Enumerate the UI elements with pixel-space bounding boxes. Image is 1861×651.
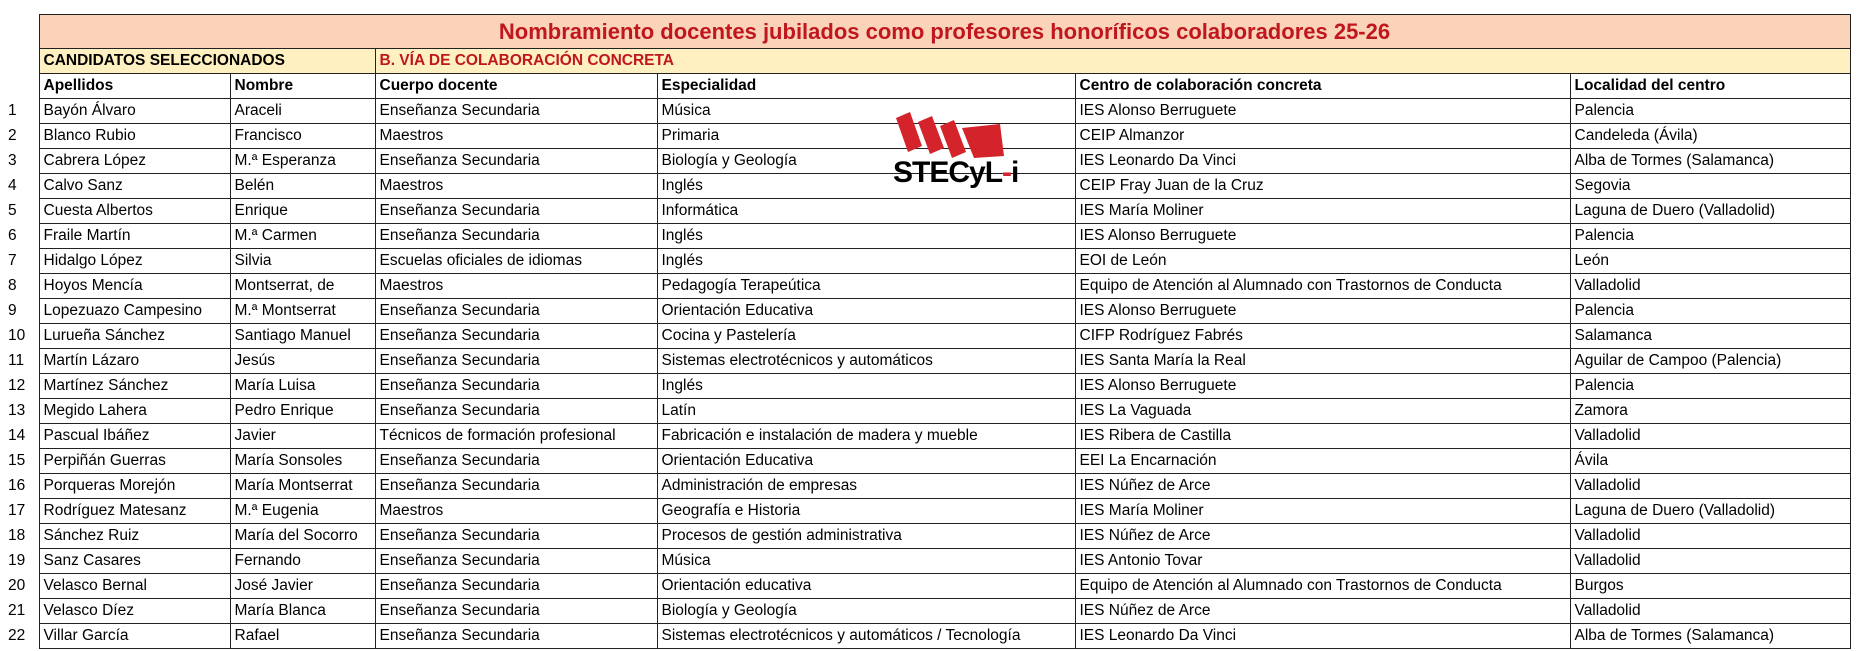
cell-centro[interactable]: CIFP Rodríguez Fabrés [1075, 324, 1570, 349]
cell-especialidad[interactable]: Orientación educativa [657, 574, 1075, 599]
row-number: 11 [0, 349, 39, 374]
cell-cuerpo[interactable]: Enseñanza Secundaria [375, 399, 657, 424]
cell-especialidad[interactable]: Inglés [657, 224, 1075, 249]
cell-centro[interactable]: IES Alonso Berruguete [1075, 224, 1570, 249]
cell-centro[interactable]: EOI de León [1075, 249, 1570, 274]
cell-especialidad[interactable]: Música [657, 99, 1075, 124]
row-number: 22 [0, 624, 39, 649]
cell-localidad[interactable]: Segovia [1570, 174, 1850, 199]
row-number: 12 [0, 374, 39, 399]
cell-apellidos[interactable]: Fraile Martín [39, 224, 230, 249]
row-number: 8 [0, 274, 39, 299]
cell-nombre[interactable]: Belén [230, 174, 375, 199]
cell-nombre[interactable]: M.ª Montserrat [230, 299, 375, 324]
row-number: 21 [0, 599, 39, 624]
cell-centro[interactable]: IES La Vaguada [1075, 399, 1570, 424]
cell-especialidad[interactable]: Sistemas electrotécnicos y automáticos [657, 349, 1075, 374]
table-row [0, 199, 1850, 224]
cell-centro[interactable]: IES Alonso Berruguete [1075, 299, 1570, 324]
cell-centro[interactable]: IES Alonso Berruguete [1075, 374, 1570, 399]
row-number: 9 [0, 299, 39, 324]
cell-localidad[interactable]: Valladolid [1570, 599, 1850, 624]
cell-especialidad[interactable]: Orientación Educativa [657, 449, 1075, 474]
row-number: 20 [0, 574, 39, 599]
cell-especialidad[interactable]: Orientación Educativa [657, 299, 1075, 324]
cell-nombre[interactable]: Araceli [230, 99, 375, 124]
row-number: 10 [0, 324, 39, 349]
cell-apellidos[interactable]: Cabrera López [39, 149, 230, 174]
cell-especialidad[interactable]: Sistemas electrotécnicos y automáticos / Tecnología [657, 624, 1075, 649]
cell-localidad[interactable]: Aguilar de Campoo (Palencia) [1570, 349, 1850, 374]
cell-centro[interactable]: IES Ribera de Castilla [1075, 424, 1570, 449]
cell-centro[interactable]: IES Núñez de Arce [1075, 599, 1570, 624]
row-number-blank [0, 15, 39, 49]
cell-centro[interactable]: IES María Moliner [1075, 199, 1570, 224]
cell-apellidos[interactable]: Martínez Sánchez [39, 374, 230, 399]
cell-nombre[interactable]: Silvia [230, 249, 375, 274]
cell-localidad[interactable]: Valladolid [1570, 524, 1850, 549]
cell-nombre[interactable]: Javier [230, 424, 375, 449]
cell-localidad[interactable]: Candeleda (Ávila) [1570, 124, 1850, 149]
cell-apellidos[interactable]: Bayón Álvaro [39, 99, 230, 124]
row-number: 4 [0, 174, 39, 199]
cell-nombre[interactable]: M.ª Carmen [230, 224, 375, 249]
cell-cuerpo[interactable]: Enseñanza Secundaria [375, 474, 657, 499]
column-header-especialidad[interactable]: Especialidad [657, 74, 1075, 99]
cell-nombre[interactable]: M.ª Eugenia [230, 499, 375, 524]
cell-centro[interactable]: IES Leonardo Da Vinci [1075, 624, 1570, 649]
cell-localidad[interactable]: Salamanca [1570, 324, 1850, 349]
cell-especialidad[interactable]: Geografía e Historia [657, 499, 1075, 524]
cell-centro[interactable]: EEI La Encarnación [1075, 449, 1570, 474]
cell-especialidad[interactable]: Administración de empresas [657, 474, 1075, 499]
cell-centro[interactable]: CEIP Fray Juan de la Cruz [1075, 174, 1570, 199]
row-number-blank [0, 49, 39, 74]
cell-centro[interactable]: CEIP Almanzor [1075, 124, 1570, 149]
logo-stripes-icon [896, 112, 1006, 160]
table-row [0, 399, 1850, 424]
cell-localidad[interactable]: Laguna de Duero (Valladolid) [1570, 499, 1850, 524]
cell-especialidad[interactable]: Fabricación e instalación de madera y mueble [657, 424, 1075, 449]
cell-cuerpo[interactable]: Maestros [375, 174, 657, 199]
cell-centro[interactable]: IES Núñez de Arce [1075, 474, 1570, 499]
cell-apellidos[interactable]: Blanco Rubio [39, 124, 230, 149]
cell-especialidad[interactable]: Cocina y Pastelería [657, 324, 1075, 349]
cell-cuerpo[interactable]: Enseñanza Secundaria [375, 574, 657, 599]
cell-apellidos[interactable]: Calvo Sanz [39, 174, 230, 199]
column-header-localidad[interactable]: Localidad del centro [1570, 74, 1850, 99]
table-row [0, 299, 1850, 324]
cell-cuerpo[interactable]: Enseñanza Secundaria [375, 299, 657, 324]
column-header-row [0, 74, 1850, 99]
cell-nombre[interactable]: M.ª Esperanza [230, 149, 375, 174]
row-number: 14 [0, 424, 39, 449]
cell-localidad[interactable]: Palencia [1570, 299, 1850, 324]
cell-apellidos[interactable]: Hoyos Mencía [39, 274, 230, 299]
title-row [0, 15, 1850, 49]
cell-centro[interactable]: IES Leonardo Da Vinci [1075, 149, 1570, 174]
table-row [0, 449, 1850, 474]
logo-wordmark: STECyL-i [893, 156, 1019, 189]
table-row [0, 249, 1850, 274]
row-number: 6 [0, 224, 39, 249]
cell-nombre[interactable]: Montserrat, de [230, 274, 375, 299]
cell-especialidad[interactable]: Inglés [657, 249, 1075, 274]
cell-nombre[interactable]: Jesús [230, 349, 375, 374]
cell-localidad[interactable]: Burgos [1570, 574, 1850, 599]
cell-apellidos[interactable]: Cuesta Albertos [39, 199, 230, 224]
cell-apellidos[interactable]: Pascual Ibáñez [39, 424, 230, 449]
row-number: 19 [0, 549, 39, 574]
cell-apellidos[interactable]: Rodríguez Matesanz [39, 499, 230, 524]
cell-especialidad[interactable]: Procesos de gestión administrativa [657, 524, 1075, 549]
cell-nombre[interactable]: María Blanca [230, 599, 375, 624]
cell-cuerpo[interactable]: Enseñanza Secundaria [375, 524, 657, 549]
row-number: 2 [0, 124, 39, 149]
cell-apellidos[interactable]: Porqueras Morejón [39, 474, 230, 499]
table-row [0, 474, 1850, 499]
cell-especialidad[interactable]: Biología y Geología [657, 149, 1075, 174]
stecyl-logo [888, 112, 1019, 200]
cell-nombre[interactable]: Rafael [230, 624, 375, 649]
cell-centro[interactable]: IES Núñez de Arce [1075, 524, 1570, 549]
table-row [0, 374, 1850, 399]
cell-centro[interactable]: IES Santa María la Real [1075, 349, 1570, 374]
cell-cuerpo[interactable]: Enseñanza Secundaria [375, 624, 657, 649]
cell-centro[interactable]: Equipo de Atención al Alumnado con Trastornos de Conducta [1075, 274, 1570, 299]
cell-centro[interactable]: IES Antonio Tovar [1075, 549, 1570, 574]
column-header-cuerpo[interactable]: Cuerpo docente [375, 74, 657, 99]
cell-cuerpo[interactable]: Maestros [375, 274, 657, 299]
cell-localidad[interactable]: Ávila [1570, 449, 1850, 474]
cell-nombre[interactable]: José Javier [230, 574, 375, 599]
table-row [0, 524, 1850, 549]
cell-cuerpo[interactable]: Enseñanza Secundaria [375, 549, 657, 574]
cell-apellidos[interactable]: Perpiñán Guerras [39, 449, 230, 474]
cell-centro[interactable]: IES María Moliner [1075, 499, 1570, 524]
cell-cuerpo[interactable]: Enseñanza Secundaria [375, 374, 657, 399]
cell-apellidos[interactable]: Lopezuazo Campesino [39, 299, 230, 324]
cell-localidad[interactable]: Valladolid [1570, 424, 1850, 449]
table-row [0, 599, 1850, 624]
column-header-centro[interactable]: Centro de colaboración concreta [1075, 74, 1570, 99]
table-row [0, 224, 1850, 249]
cell-localidad[interactable]: Palencia [1570, 374, 1850, 399]
cell-localidad[interactable]: Alba de Tormes (Salamanca) [1570, 149, 1850, 174]
table-row [0, 574, 1850, 599]
cell-nombre[interactable]: María del Socorro [230, 524, 375, 549]
cell-cuerpo[interactable]: Maestros [375, 499, 657, 524]
cell-localidad[interactable]: Palencia [1570, 224, 1850, 249]
table-row [0, 424, 1850, 449]
row-number: 5 [0, 199, 39, 224]
cell-cuerpo[interactable]: Enseñanza Secundaria [375, 224, 657, 249]
cell-especialidad[interactable]: Inglés [657, 174, 1075, 199]
cell-localidad[interactable]: Valladolid [1570, 549, 1850, 574]
cell-nombre[interactable]: Pedro Enrique [230, 399, 375, 424]
table-row [0, 549, 1850, 574]
cell-especialidad[interactable]: Latín [657, 399, 1075, 424]
cell-nombre[interactable]: María Sonsoles [230, 449, 375, 474]
cell-cuerpo[interactable]: Técnicos de formación profesional [375, 424, 657, 449]
row-number: 13 [0, 399, 39, 424]
cell-especialidad[interactable]: Música [657, 549, 1075, 574]
cell-apellidos[interactable]: Villar García [39, 624, 230, 649]
table-row [0, 324, 1850, 349]
row-number-blank [0, 74, 39, 99]
row-number: 1 [0, 99, 39, 124]
table-row [0, 499, 1850, 524]
table-row [0, 274, 1850, 299]
cell-especialidad[interactable]: Informática [657, 199, 1075, 224]
column-header-apellidos[interactable]: Apellidos [39, 74, 230, 99]
row-number: 18 [0, 524, 39, 549]
table-row [0, 624, 1850, 649]
cell-cuerpo[interactable]: Enseñanza Secundaria [375, 324, 657, 349]
cell-especialidad[interactable]: Biología y Geología [657, 599, 1075, 624]
subheader-selected-candidates[interactable]: CANDIDATOS SELECCIONADOS [39, 49, 375, 74]
cell-apellidos[interactable]: Velasco Bernal [39, 574, 230, 599]
cell-localidad[interactable]: Zamora [1570, 399, 1850, 424]
cell-cuerpo[interactable]: Enseñanza Secundaria [375, 449, 657, 474]
subheader-collaboration-route[interactable]: B. VÍA DE COLABORACIÓN CONCRETA [375, 49, 1850, 74]
cell-apellidos[interactable]: Sanz Casares [39, 549, 230, 574]
row-number: 17 [0, 499, 39, 524]
cell-especialidad[interactable]: Primaria [657, 124, 1075, 149]
cell-apellidos[interactable]: Hidalgo López [39, 249, 230, 274]
cell-centro[interactable]: Equipo de Atención al Alumnado con Trastornos de Conducta [1075, 574, 1570, 599]
spreadsheet-table [0, 14, 1851, 649]
cell-nombre[interactable]: María Montserrat [230, 474, 375, 499]
cell-especialidad[interactable]: Pedagogía Terapeútica [657, 274, 1075, 299]
cell-cuerpo[interactable]: Escuelas oficiales de idiomas [375, 249, 657, 274]
cell-nombre[interactable]: Francisco [230, 124, 375, 149]
cell-cuerpo[interactable]: Enseñanza Secundaria [375, 149, 657, 174]
cell-localidad[interactable]: Laguna de Duero (Valladolid) [1570, 199, 1850, 224]
row-number: 7 [0, 249, 39, 274]
cell-especialidad[interactable]: Inglés [657, 374, 1075, 399]
subheader-row [0, 49, 1850, 74]
cell-apellidos[interactable]: Lurueña Sánchez [39, 324, 230, 349]
page-title[interactable]: Nombramiento docentes jubilados como profesores honoríficos colaboradores 25-26 [39, 15, 1850, 49]
cell-apellidos[interactable]: Megido Lahera [39, 399, 230, 424]
cell-localidad[interactable]: Valladolid [1570, 474, 1850, 499]
cell-cuerpo[interactable]: Enseñanza Secundaria [375, 199, 657, 224]
row-number: 3 [0, 149, 39, 174]
cell-cuerpo[interactable]: Enseñanza Secundaria [375, 599, 657, 624]
cell-nombre[interactable]: Enrique [230, 199, 375, 224]
cell-nombre[interactable]: Santiago Manuel [230, 324, 375, 349]
cell-localidad[interactable]: Alba de Tormes (Salamanca) [1570, 624, 1850, 649]
cell-nombre[interactable]: María Luisa [230, 374, 375, 399]
cell-apellidos[interactable]: Sánchez Ruiz [39, 524, 230, 549]
cell-localidad[interactable]: Palencia [1570, 99, 1850, 124]
cell-localidad[interactable]: León [1570, 249, 1850, 274]
cell-cuerpo[interactable]: Maestros [375, 124, 657, 149]
column-header-nombre[interactable]: Nombre [230, 74, 375, 99]
row-number: 16 [0, 474, 39, 499]
cell-localidad[interactable]: Valladolid [1570, 274, 1850, 299]
cell-cuerpo[interactable]: Enseñanza Secundaria [375, 99, 657, 124]
row-number: 15 [0, 449, 39, 474]
table-row [0, 349, 1850, 374]
cell-nombre[interactable]: Fernando [230, 549, 375, 574]
cell-cuerpo[interactable]: Enseñanza Secundaria [375, 349, 657, 374]
cell-apellidos[interactable]: Velasco Díez [39, 599, 230, 624]
cell-centro[interactable]: IES Alonso Berruguete [1075, 99, 1570, 124]
cell-apellidos[interactable]: Martín Lázaro [39, 349, 230, 374]
